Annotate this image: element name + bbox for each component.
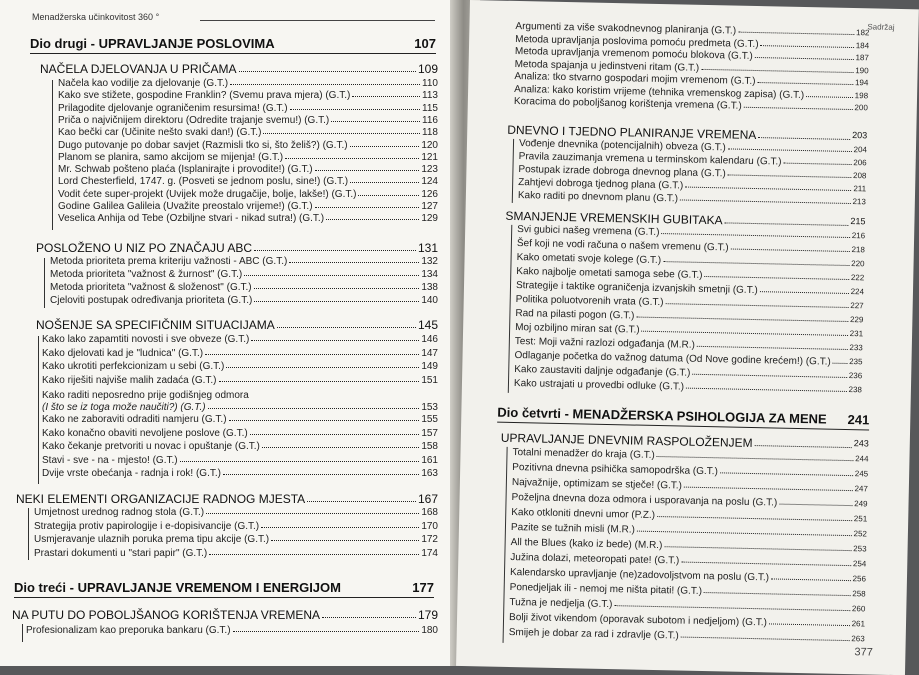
section-rule [38, 336, 39, 484]
section-rule [22, 624, 23, 642]
toc-entry-page: 206 [853, 158, 867, 168]
toc-entry-title: Bolji život vikendom (oporavak subotom i nedjeljom) (G.T.) [508, 611, 768, 629]
toc-entry-title: Kako djelovati kad je "ludnica" (G.T.) [42, 347, 204, 359]
toc-entry-page: 231 [849, 329, 864, 339]
toc-entry-page: 254 [852, 559, 867, 569]
toc-entry-page: 245 [854, 469, 869, 479]
right-page [456, 0, 919, 675]
toc-entry [34, 534, 438, 545]
toc-entry [50, 295, 438, 306]
toc-entry-page: 134 [421, 269, 438, 280]
toc-entry-page: 149 [421, 361, 438, 372]
toc-entry [58, 78, 438, 89]
toc-entry-page: 127 [421, 201, 438, 212]
toc-entry-title: All the Blues (kako iz bede) (M.R.) [510, 536, 663, 552]
toc-entry-title: Kako ustrajati u provedbi odluke (G.T.) [513, 378, 685, 393]
toc-entry [42, 455, 438, 466]
toc-entry-title: Najvažnije, optimizam se stječe! (G.T.) [511, 476, 683, 492]
toc-entry [34, 507, 438, 518]
toc-entry-title: Zahtjevi dobroga tjednog plana (G.T.) [518, 177, 684, 192]
toc-entry-page: 252 [853, 529, 867, 539]
toc-entry-page: 251 [853, 514, 868, 524]
toc-entry-title: Vođenje dnevnika (potencijalnih) obveza (G.T.) [518, 138, 726, 154]
toc-entry [34, 521, 438, 532]
toc-entry-page: 161 [421, 454, 438, 466]
toc-entry-title: Šef koji ne vodi računa o našem vremenu (G.T.) [516, 238, 729, 254]
toc-entry-page: 208 [852, 171, 867, 181]
toc-entry-title: Lord Chesterfield, 1747. g. (Posveti se jednom poslu, sine!) (G.T.) [58, 176, 349, 188]
toc-entry [58, 127, 438, 138]
toc-entry-title: Test: Moji važni razlozi odgađanja (M.R.) [514, 336, 696, 351]
toc-entry-page: 146 [421, 334, 438, 345]
toc-entry-page: 174 [421, 547, 438, 559]
toc-entry-page: 218 [851, 245, 865, 255]
toc-entry-title: Kako sve stižete, gospodine Franklin? (Svemu prava mjera) (G.T.) [58, 90, 351, 102]
toc-entry [58, 189, 438, 200]
toc-entry-title: Metoda upravljanja poslovima pomoću predmeta (G.T.) [515, 33, 759, 50]
toc-entry [58, 213, 438, 224]
toc-entry-title: Poželjna dnevna doza odmora i usporavanja na poslu (G.T.) [511, 491, 778, 509]
toc-entry-page: 211 [853, 184, 867, 194]
toc-entry-title: Smijeh je dobar za rad i zdravlje (G.T.) [508, 626, 679, 642]
toc-entry [58, 176, 438, 187]
toc-entry-page: 163 [421, 468, 438, 479]
toc-entry-title: Načela kao vodilje za djelovanje (G.T.) [58, 78, 229, 89]
toc-entry-title: Kako zaustaviti daljnje odgađanje (G.T.) [514, 364, 691, 379]
toc-entry [34, 548, 438, 559]
toc-entry-title: Pravila zauzimanja vremena u terminskom kalendaru (G.T.) [518, 151, 782, 168]
toc-entry [58, 164, 438, 175]
toc-entry-title: Kako lako zapamtiti novosti i sve obveze (G.T.) [42, 334, 250, 345]
toc-entry-title: Argumenti za više svakodnevnog planiranja (G.T.) [515, 20, 737, 37]
section-heading: NEKI ELEMENTI ORGANIZACIJE RADNOG MJESTA 167 [16, 492, 438, 506]
toc-entry-page: 233 [849, 343, 863, 353]
toc-entry-title: Koracima do poboljšanog korištenja vremena (G.T.) [513, 95, 742, 112]
section-heading: POSLOŽENO U NIZ PO ZNAČAJU ABC 131 [36, 241, 438, 255]
toc-entry-page: 182 [855, 28, 870, 38]
toc-entry-title: Ponedjeljak ili - nemoj me ništa pitati! (G.T.) [509, 581, 703, 597]
toc-entry-page: 172 [421, 534, 438, 545]
toc-entry [50, 256, 438, 267]
toc-entry-page: 115 [422, 102, 438, 114]
toc-entry-title: Metoda prioriteta "važnost & složenost" (G.T.) [50, 282, 252, 293]
toc-entry-title: Mr. Schwab pošteno plaća (Isplanirajte i provodite!) (G.T.) [58, 164, 313, 176]
toc-entry-title: Kako ometati svoje kolege (G.T.) [516, 252, 662, 267]
section-heading: NAČELA DJELOVANJA U PRIČAMA 109 [40, 62, 438, 76]
toc-entry-title: Politika poluotvorenih vrata (G.T.) [515, 294, 664, 309]
toc-entry-title: Kako najbolje ometati samoga sebe (G.T.) [516, 266, 703, 281]
toc-entry-page: 147 [421, 347, 438, 359]
section-rule [52, 80, 53, 230]
left-page [0, 0, 458, 666]
section-rule [503, 447, 508, 643]
toc-entry-text: Kako raditi neposredno prije godišnjeg odmora [42, 390, 249, 401]
toc-entry-title: Kako raditi po dnevnom planu (G.T.) [517, 190, 679, 205]
toc-entry-page: 158 [421, 441, 438, 452]
toc-entry-title: Profesionalizam kao preporuka bankaru (G.T.) [26, 625, 231, 636]
toc-entry-title: Kako ne zaboraviti odraditi namjeru (G.T.) [42, 414, 227, 425]
toc-entry-page: 180 [421, 625, 438, 636]
toc-entry-title: Metoda prioriteta prema kriteriju važnosti - ABC (G.T.) [50, 256, 288, 267]
toc-entry-title: Strategija protiv papirologije i e-dopisivancije (G.T.) [34, 520, 260, 532]
toc-entry [42, 441, 438, 452]
running-head-rule [200, 20, 435, 21]
toc-entry-page: 170 [421, 520, 438, 532]
toc-entry [58, 201, 438, 212]
toc-entry-title: Postupak izrade dobroga dnevnog plana (G.T.) [518, 164, 726, 180]
toc-entry [58, 140, 438, 151]
toc-entry-page: 261 [851, 619, 866, 629]
toc-entry [58, 90, 438, 101]
toc-entry-page: 184 [855, 40, 870, 50]
toc-entry-page: 236 [848, 371, 863, 381]
toc-entry-title: Kako ukrotiti perfekcionizam u sebi (G.T.) [42, 361, 225, 372]
toc-entry-page: 168 [421, 507, 438, 518]
toc-entry-title: Dugo putovanje po dobar savjet (Razmisli tko si, što želiš?) (G.T.) [58, 139, 348, 151]
toc-entry-title: Svi gubici našeg vremena (G.T.) [517, 224, 660, 239]
toc-entry-title: Dvije vrste obećanja - radnja i rok! (G.T.) [42, 468, 221, 479]
toc-entry-title: Priča o najvičnijem direktoru (Odredite trajanje svemu!) (G.T.) [58, 114, 330, 126]
part-heading: Dio treći - UPRAVLJANJE VREMENOM I ENERGIJOM 177 [14, 580, 434, 598]
toc-entry-title: Pazite se tužnih misli (M.R.) [510, 521, 635, 536]
toc-entry-title: Južina dolazi, meteoropati pate! (G.T.) [510, 551, 680, 567]
toc-entry-page: 123 [421, 164, 438, 176]
toc-entry-page: 194 [854, 78, 869, 88]
toc-entry [50, 269, 438, 280]
toc-entry [42, 414, 438, 425]
toc-entry-page: 253 [853, 544, 867, 554]
section-heading: NOŠENJE SA SPECIFIČNIM SITUACIJAMA 145 [36, 318, 438, 332]
toc-entry [42, 375, 438, 386]
toc-entry [58, 103, 438, 114]
toc-entry-title: Tužna je nedjelja (G.T.) [509, 596, 613, 611]
toc-entry-title: Prastari dokumenti u "stari papir" (G.T.) [34, 547, 208, 559]
toc-entry-page: 138 [421, 282, 438, 293]
toc-entry-page: 224 [850, 287, 865, 297]
toc-entry-page: 247 [854, 484, 868, 494]
toc-entry-title: Vodit ćete super-projekt (Uvijek može drugačije, bolje, lakše!) (G.T.) [58, 188, 357, 200]
toc-entry-title: Metoda prioriteta "važnost & žurnost" (G.T.) [50, 269, 243, 280]
toc-entry-page: 213 [852, 197, 866, 207]
toc-entry-page: 120 [421, 139, 438, 151]
toc-entry-page: 187 [855, 53, 869, 63]
toc-entry-page: 116 [422, 114, 438, 126]
toc-entry [42, 468, 438, 479]
page-number: 377 [854, 646, 873, 659]
toc-entry-title: Odlaganje početka do važnog datuma (Od Nove godine krećem!) (G.T.) [514, 350, 831, 368]
toc-entry-title: Kako čekanje pretvoriti u novac i opuštanje (G.T.) [42, 441, 260, 452]
toc-entry [42, 361, 438, 372]
toc-entry [42, 428, 438, 439]
toc-entry-title: Prilagodite djelovanje ograničenim resursima! (G.T.) [58, 102, 288, 114]
section-rule [44, 258, 45, 308]
section-heading: UPRAVLJANJE DNEVNIM RASPOLOŽENJEM 243 [500, 430, 869, 451]
toc-entry-page: 256 [852, 574, 867, 584]
section-rule [28, 508, 29, 560]
toc-entry-page: 249 [854, 499, 868, 509]
toc-entry-title: Stavi - sve - na - mjesto! (G.T.) [42, 454, 178, 466]
toc-entry-page: 258 [852, 589, 866, 599]
toc-entry-page: 229 [849, 315, 864, 325]
part-heading [30, 36, 436, 54]
toc-entry-page: 110 [422, 78, 438, 89]
toc-entry-title: Moj ozbiljno miran sat (G.T.) [515, 322, 640, 336]
toc-entry-page: 263 [851, 634, 865, 644]
toc-entry-title: Pozitivna dnevna psihička samopodrška (G.T.) [512, 461, 718, 478]
toc-entry-page: 190 [855, 65, 869, 75]
part-page: 107 [414, 36, 436, 51]
toc-entry-page: 238 [848, 385, 863, 395]
toc-entry [42, 348, 438, 359]
toc-entry-title: Veselica Anhija od Tebe (Ozbiljne stvari - nikad sutra!) (G.T.) [58, 213, 325, 225]
section-heading: SMANJENJE VREMENSKIH GUBITAKA 215 [505, 208, 866, 228]
toc-entry [26, 625, 438, 636]
toc-entry-page: 220 [851, 259, 865, 269]
toc-entry [58, 115, 438, 126]
toc-entry-page: 155 [421, 414, 438, 425]
toc-entry-title: Rad na pilasti pogon (G.T.) [515, 308, 635, 322]
section-heading: NA PUTU DO POBOLJŠANOG KORIŠTENJA VREMENA 179 [12, 608, 438, 622]
toc-entry-page: 204 [853, 145, 868, 155]
toc-entry-page: 198 [854, 90, 869, 100]
toc-entry [509, 627, 865, 645]
toc-entry [58, 152, 438, 163]
toc-entry-title: Godine Galilea Galileia (Uvažite preostalo vrijeme!) (G.T.) [58, 201, 313, 212]
toc-entry-page: 235 [849, 357, 863, 367]
toc-entry [50, 282, 438, 293]
toc-entry-page: 227 [850, 301, 864, 311]
toc-entry-title: Usmjeravanje ulaznih poruka prema tipu akcije (G.T.) [34, 534, 270, 545]
toc-entry-page: 118 [422, 127, 438, 139]
toc-entry-page: 126 [421, 188, 438, 200]
toc-entry-title: Totalni menadžer do kraja (G.T.) [512, 446, 655, 461]
toc-entry-title: Cjeloviti postupak određivanja prioriteta (G.T.) [50, 295, 253, 306]
toc-entry-page: 140 [421, 295, 438, 306]
toc-entry-title: Analiza: tko stvarno gospodari mojim vremenom (G.T.) [514, 70, 756, 87]
section-heading: DNEVNO I TJEDNO PLANIRANJE VREMENA 203 [507, 122, 868, 143]
toc-entry-page: 129 [421, 213, 438, 225]
section-rule [512, 139, 514, 203]
running-head: Menadžerska učinkovitost 360 ° [32, 12, 160, 22]
toc-entry-page: 124 [421, 176, 438, 188]
toc-entry [42, 334, 438, 345]
running-head: Sadržaj [867, 22, 895, 32]
toc-entry-page: 244 [855, 454, 869, 464]
toc-entry-page: 132 [421, 256, 438, 267]
toc-entry-page: 200 [854, 103, 868, 113]
toc-entry-page: 151 [421, 374, 438, 386]
toc-entry-page: 216 [851, 231, 866, 241]
toc-entry-page: 222 [850, 273, 865, 283]
toc-entry-title: Metoda upravljanja vremenom pomoću blokova (G.T.) [514, 45, 753, 62]
toc-entry-title: Kalendarsko upravljanje (ne)zadovoljstvom na poslu (G.T.) [509, 566, 770, 584]
part-heading: Dio četvrti - MENADŽERSKA PSIHOLOGIJA ZA MENE 241 [497, 405, 869, 431]
toc-entry-title: Metoda spajanja u jedinstveni ritam (G.T.) [514, 58, 700, 74]
toc-entry-title: Kao bečki car (Učinite nešto svaki dan!) (G.T.) [58, 127, 262, 139]
toc-entry-title: Umjetnost urednog radnog stola (G.T.) [34, 507, 205, 518]
toc-entry-title: Planom se planira, samo akcijom se mijenja! (G.T.) [58, 151, 284, 163]
toc-entry: (I što se iz toga može naučiti?) (G.T.) 153 [42, 402, 438, 413]
toc-entry-page: 260 [851, 604, 866, 614]
toc-entry-page: 121 [421, 151, 438, 163]
toc-entry-title: Kako riješiti najviše malih zadaća (G.T.) [42, 374, 217, 386]
toc-entry-page: 113 [422, 90, 438, 102]
section-rule [508, 225, 513, 393]
toc-entry-title: Kako otkloniti dnevni umor (P.Z.) [511, 506, 656, 521]
toc-entry-title: Strategije i taktike ograničenja izvanjskih smetnji (G.T.) [515, 280, 758, 297]
toc-entry-title: Analiza: kako koristim vrijeme (tehnika vremenskog zapisa) (G.T.) [514, 83, 805, 101]
part-title: Dio drugi - UPRAVLJANJE POSLOVIMA [30, 36, 275, 51]
toc-entry-title: Kako konačno obaviti nevoljene poslove (G.T.) [42, 427, 248, 439]
toc-entry-page: 157 [421, 427, 438, 439]
